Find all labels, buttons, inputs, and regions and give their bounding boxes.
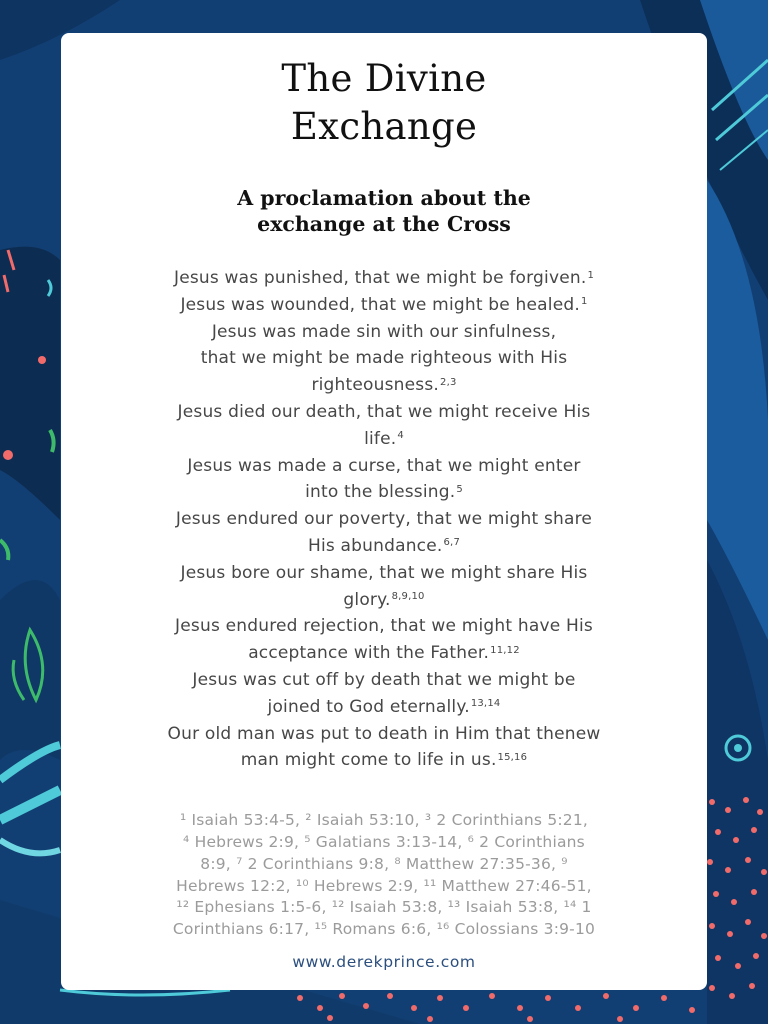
proclamation-line	[61, 453, 707, 480]
subtitle-line: exchange at the Cross	[257, 212, 511, 236]
proclamation-line-text: life.	[364, 428, 397, 449]
footnote-marker: 4	[397, 430, 404, 442]
proclamation-line	[61, 587, 707, 614]
page-title	[61, 55, 707, 151]
proclamation-line	[61, 372, 707, 399]
proclamation-line-text: Jesus endured our poverty, that we might share	[175, 509, 593, 530]
proclamation-line	[61, 560, 707, 587]
proclamation-line	[61, 533, 707, 560]
subtitle-line: A proclamation about the	[237, 186, 531, 210]
footnote-marker: 15,16	[497, 751, 528, 763]
proclamation-line-text: Jesus bore our shame, that we might share His	[180, 562, 588, 583]
footnote-marker: 5	[456, 483, 463, 495]
proclamation-card	[61, 33, 707, 990]
footnote-marker: 6,7	[443, 537, 461, 549]
proclamation-line-text: glory.	[343, 589, 391, 610]
proclamation-line-text: into the blessing.	[305, 482, 456, 503]
proclamation-line	[61, 479, 707, 506]
reference-line: ⁴ Hebrews 2:9, ⁵ Galatians 3:13-14, ⁶ 2 Corinthians	[183, 832, 585, 851]
reference-line: Hebrews 12:2, ¹⁰ Hebrews 2:9, ¹¹ Matthew 27:46-51,	[176, 876, 592, 895]
proclamation-line-text: Jesus was punished, that we might be forgiven.	[173, 268, 587, 288]
proclamation-line	[61, 292, 707, 319]
proclamation-text	[61, 265, 707, 774]
proclamation-line	[61, 613, 707, 640]
proclamation-line-text: Jesus died our death, that we might receive His	[177, 401, 591, 422]
reference-line: 8:9, ⁷ 2 Corinthians 9:8, ⁸ Matthew 27:35-36, ⁹	[200, 854, 568, 873]
proclamation-line-text: Jesus was cut off by death that we might be	[192, 669, 576, 690]
proclamation-line	[61, 747, 707, 774]
proclamation-line-text: Jesus was wounded, that we might be healed.	[180, 294, 580, 315]
proclamation-line-text: His abundance.	[307, 535, 443, 556]
subtitle	[61, 185, 707, 237]
proclamation-line	[61, 506, 707, 533]
title-line: Exchange	[290, 105, 478, 148]
proclamation-line-text: Jesus endured rejection, that we might have His	[175, 616, 593, 637]
reference-line: Corinthians 6:17, ¹⁵ Romans 6:6, ¹⁶ Colossians 3:9-10	[172, 920, 596, 939]
footnote-marker: 8,9,10	[391, 591, 425, 603]
proclamation-line	[61, 265, 707, 292]
proclamation-line-text: man might come to life in us.	[240, 750, 497, 771]
proclamation-line-text: Jesus was made sin with our sinfulness,	[211, 321, 557, 342]
proclamation-line	[61, 426, 707, 453]
scripture-references	[85, 810, 683, 941]
reference-line: ¹² Ephesians 1:5-6, ¹² Isaiah 53:8, ¹³ Isaiah 53:8, ¹⁴ 1	[176, 898, 592, 917]
proclamation-line	[61, 319, 707, 346]
proclamation-line	[61, 721, 707, 748]
footnote-marker: 1	[587, 269, 594, 281]
website-link[interactable]: www.derekprince.com	[292, 953, 476, 971]
footnote-marker: 2,3	[440, 376, 457, 388]
proclamation-line-text: joined to God eternally.	[267, 696, 470, 717]
proclamation-line	[61, 345, 707, 372]
title-line: The Divine	[281, 57, 487, 100]
footnote-marker: 1	[580, 296, 588, 308]
proclamation-line	[61, 667, 707, 694]
footnote-marker: 11,12	[490, 644, 520, 656]
proclamation-line-text: Jesus was made a curse, that we might enter	[187, 455, 581, 476]
proclamation-line	[61, 640, 707, 667]
proclamation-line-text: Our old man was put to death in Him that thenew	[167, 723, 601, 744]
proclamation-line-text: that we might be made righteous with His	[200, 348, 568, 369]
reference-line: ¹ Isaiah 53:4-5, ² Isaiah 53:10, ³ 2 Corinthians 5:21,	[179, 811, 589, 830]
proclamation-line-text: righteousness.	[311, 375, 440, 396]
proclamation-line	[61, 399, 707, 426]
footnote-marker: 13,14	[470, 698, 501, 710]
proclamation-line	[61, 694, 707, 721]
proclamation-line-text: acceptance with the Father.	[248, 643, 490, 664]
